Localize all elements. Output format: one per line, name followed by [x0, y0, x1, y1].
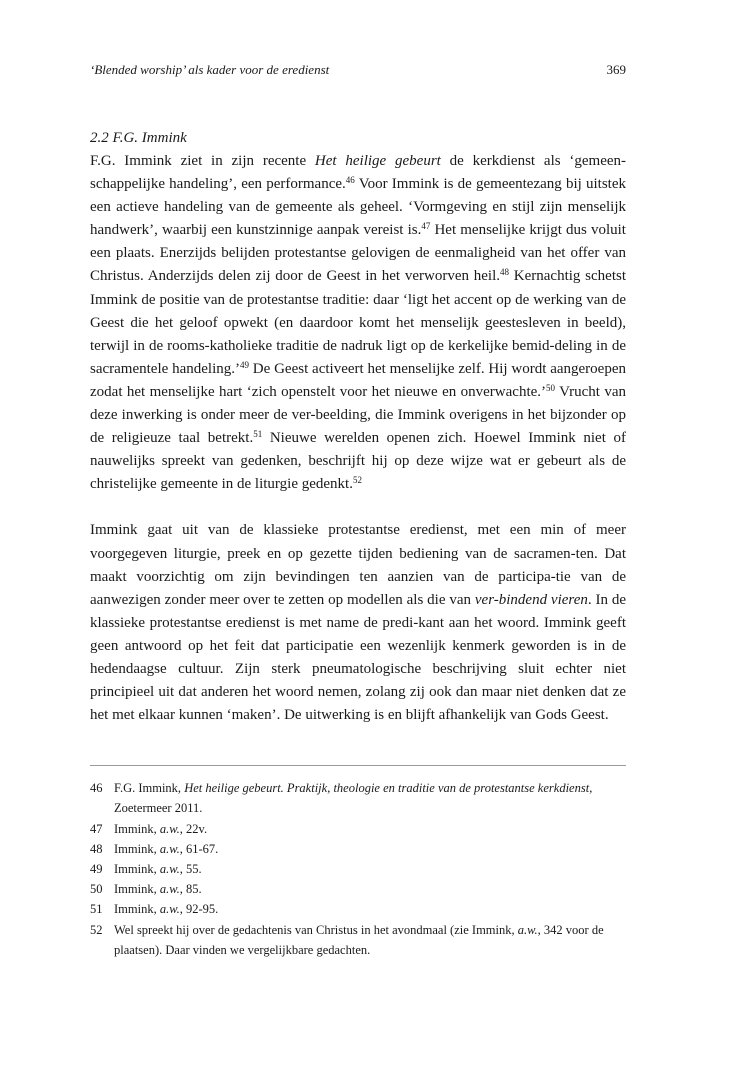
text-run: Het menselijke krijgt dus voluit een plaats. Enerzijds belijden protestantse gelovigen de eenmaligheid van het offer van Christus. Anderzijds delen zij door de Geest in het verworven heil. — [90, 222, 626, 285]
footnote-text — [114, 879, 626, 899]
text-run: , 61-67. — [179, 841, 219, 856]
text-run: Voor Immink is de gemeentezang bij uitstek een actieve handeling van de gemeente als geheel. ‘Vormgeving en stijl zijn menselijk handwerk’, waarbij een kunstzinnige aanpak vereist is. — [90, 176, 626, 239]
book-title-italic: Het heilige gebeurt. Praktijk, theologie en traditie van de protestantse kerkdienst — [184, 781, 590, 796]
footnote-ref: 50 — [546, 382, 556, 393]
footnote — [90, 920, 626, 960]
footnote-ref: 52 — [352, 475, 362, 486]
abbrev-italic: a.w. — [159, 902, 180, 917]
text-run: , 342 voor de plaatsen). Daar vinden we vergelijkbare gedachten. — [114, 922, 604, 957]
footnote-ref: 46 — [345, 175, 355, 186]
footnote-text — [114, 819, 626, 839]
footnote-text — [114, 778, 626, 818]
footnote-text — [114, 859, 626, 879]
term-italic: ver-bindend vieren — [474, 591, 588, 608]
footnote-text — [114, 920, 626, 960]
footnote-ref: 49 — [239, 359, 249, 370]
book-title-italic: Het heilige gebeurt — [314, 153, 441, 169]
text-run: de kerkdienst als ‘gemeen-schappelijke handeling’, een performance. — [90, 153, 627, 193]
footnote-ref: 47 — [421, 221, 431, 232]
footnote-number: 49 — [90, 862, 103, 877]
footnote — [90, 839, 626, 859]
text-run: Immink gaat uit van de klassieke protestantse eredienst, met een min of meer voorgegeven liturgie, preek en op gezette tijden bediening van de sacramen-ten. Dat maakt voorzichtig om zijn bevindingen ten aanzien van de participa-tie van de aanwezigen zonder meer over te zetten op modellen als die van — [90, 522, 626, 608]
running-header — [90, 60, 626, 80]
footnote-number: 48 — [90, 841, 103, 856]
text-run: Immink, — [114, 821, 160, 836]
running-header-title: ‘Blended worship’ als kader voor de eredienst — [90, 62, 330, 77]
abbrev-italic: a.w. — [159, 821, 180, 836]
body-paragraph-2 — [90, 519, 626, 727]
footnote-number: 46 — [90, 781, 103, 796]
abbrev-italic: a.w. — [159, 862, 180, 877]
footnote-ref: 51 — [253, 429, 263, 440]
footnote-text — [114, 899, 626, 919]
footnote-number: 47 — [90, 821, 103, 836]
footnote-text — [114, 839, 626, 859]
text-run: De Geest activeert het menselijke zelf. Hij wordt aangeroepen zodat het menselijke hart ‘zich openstelt voor het nieuwe en onverwachte.’ — [90, 360, 626, 400]
text-run: , 22v. — [179, 821, 208, 836]
text-run: Nieuwe werelden openen zich. Hoewel Immink niet of nauwelijks spreekt van gedenken, beschrijft hij op deze wijze wat er gebeurt als de christelijke gemeente in de liturgie gedenkt. — [90, 430, 626, 493]
text-run: , Zoetermeer 2011. — [114, 781, 593, 816]
body-paragraph-1 — [90, 150, 626, 496]
page-number: 369 — [606, 62, 626, 77]
section-heading: 2.2 F.G. Immink — [90, 130, 187, 146]
footnote — [90, 778, 626, 818]
abbrev-italic: a.w. — [517, 922, 538, 937]
footnote — [90, 879, 626, 899]
text-run: , 85. — [179, 882, 202, 897]
text-run: Immink, — [114, 902, 160, 917]
footnote — [90, 859, 626, 879]
text-run: F.G. Immink, — [114, 781, 185, 796]
text-run: Vrucht van deze inwerking is onder meer de ver-beelding, die Immink overigens in het bijzonder op de religieuze taal betrekt. — [90, 383, 626, 447]
text-run: Immink, — [114, 841, 160, 856]
text-run: , 92-95. — [179, 902, 219, 917]
text-run: Kernachtig schetst Immink de positie van de protestantse traditie: daar ‘ligt het accent op de werking van de Geest die het geloof opwekt (en daardoor komt het menselijk geestesleven in beeld), terwijl in de rooms-katholieke traditie de nadruk ligt op de kerkelijke bemid-deling in de sacramentele handeling.’ — [90, 268, 626, 377]
text-run: . In de klassieke protestantse eredienst is met name de predi-kant aan het woord. Immink geeft geen antwoord op het feit dat participatie een wezenlijk kenmerk geworden is in de hedendaagse cultuur. Zijn sterk pneumatologische beschrijving sluit echter niet principieel uit dat anderen het woord nemen, zolang zij ook dan maar niet denken dat ze het met elkaar kunnen ‘maken’. De uitwerking is en blijft afhankelijk van Gods Geest. — [90, 591, 626, 724]
footnotes — [90, 778, 626, 960]
footnote-number: 51 — [90, 902, 103, 917]
footnote — [90, 899, 626, 919]
footnote-number: 50 — [90, 882, 103, 897]
abbrev-italic: a.w. — [159, 882, 180, 897]
text-run: Wel spreekt hij over de gedachtenis van Christus in het avondmaal (zie Immink, — [114, 922, 518, 937]
abbrev-italic: a.w. — [159, 841, 180, 856]
footnote-divider — [90, 765, 626, 766]
text-run: F.G. Immink ziet in zijn recente — [90, 153, 315, 169]
text-run: Immink, — [114, 862, 160, 877]
page — [90, 60, 626, 960]
footnote — [90, 819, 626, 839]
text-run: Immink, — [114, 882, 160, 897]
footnote-ref: 48 — [500, 267, 510, 278]
text-run: , 55. — [179, 862, 202, 877]
footnote-number: 52 — [90, 922, 103, 937]
